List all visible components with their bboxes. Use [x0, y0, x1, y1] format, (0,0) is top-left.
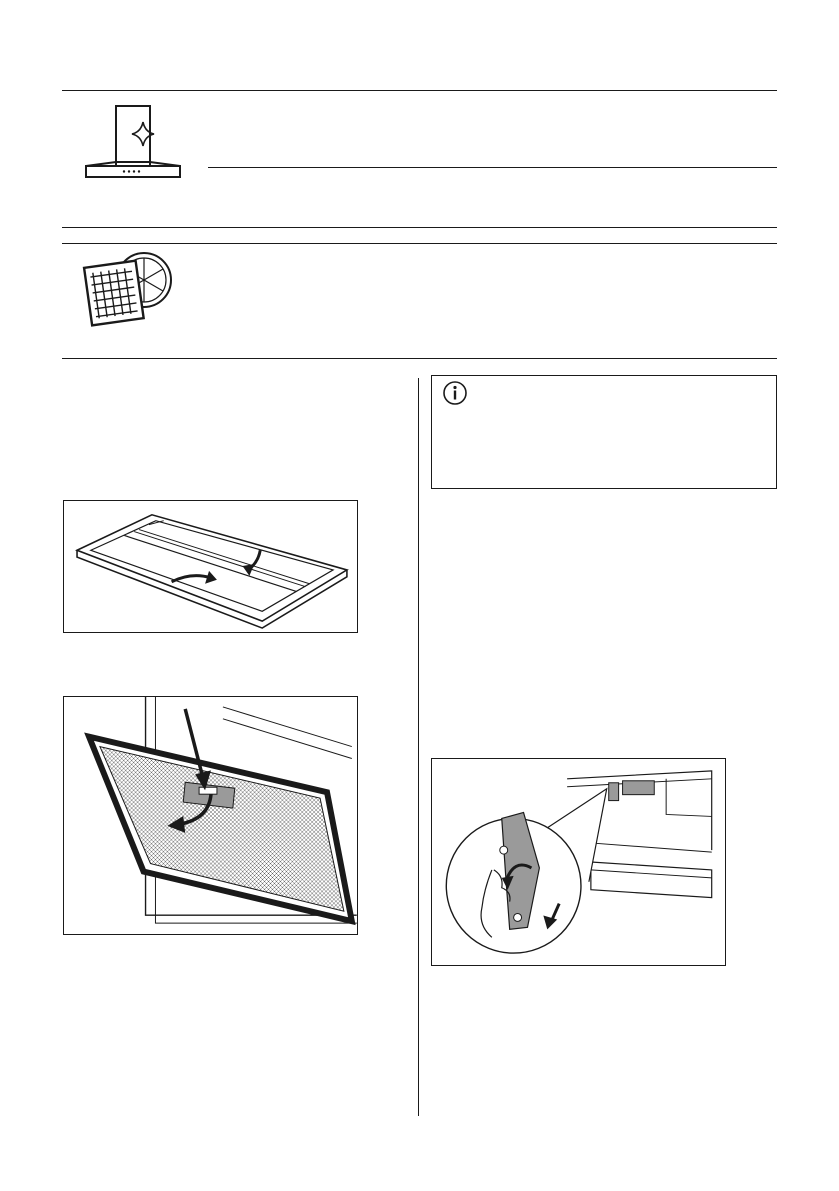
section-rule-2 [62, 243, 777, 244]
top-rule [62, 90, 777, 91]
figure-filter-latch [63, 696, 358, 935]
range-hood-cleaning-icon [84, 104, 182, 180]
section-sub-rule [208, 167, 777, 168]
grease-filter-fan-icon [80, 250, 178, 332]
figure-hood-underside [63, 500, 358, 633]
info-note-box [431, 375, 777, 489]
section-rule-1 [62, 227, 777, 228]
section-rule-3 [62, 358, 777, 359]
column-divider [418, 378, 419, 1116]
figure-filter-bracket [431, 758, 726, 966]
info-icon [442, 380, 468, 406]
